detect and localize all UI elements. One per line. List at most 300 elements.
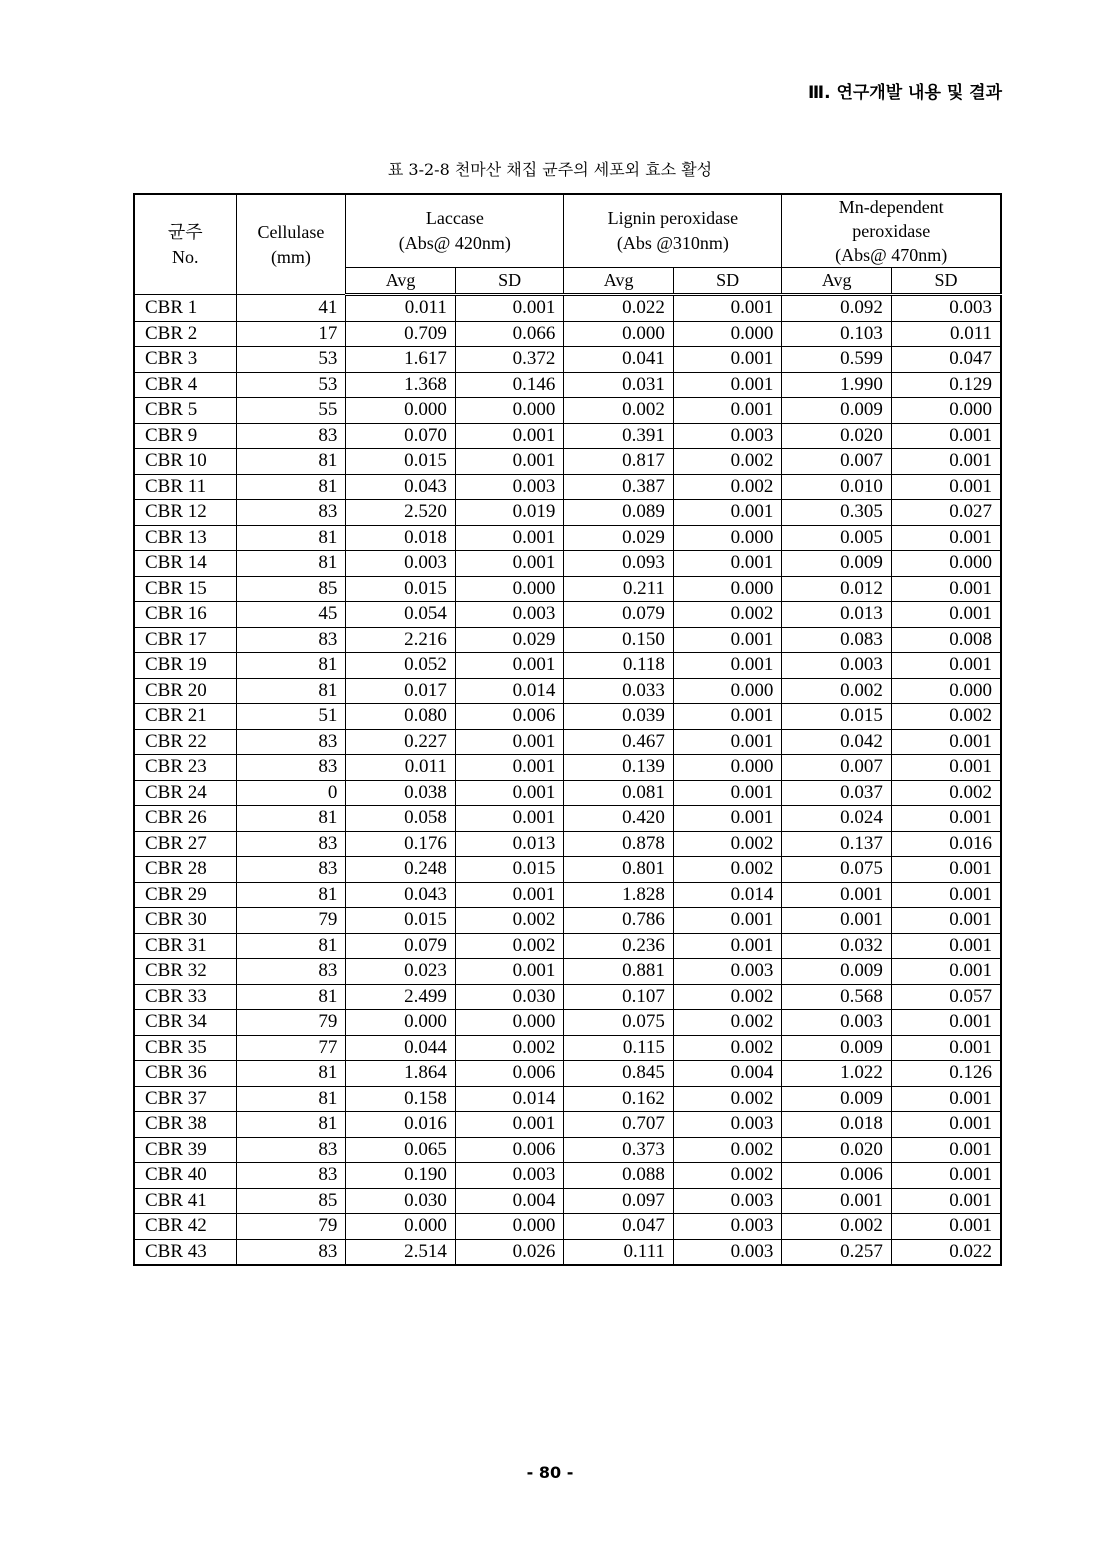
value-cell: 0.037 (782, 780, 892, 806)
value-cell: 17 (236, 321, 346, 347)
value-cell: 0.057 (891, 984, 1001, 1010)
value-cell: 0.054 (346, 602, 456, 628)
value-cell: 0.150 (564, 627, 674, 653)
value-cell: 1.617 (346, 347, 456, 373)
value-cell: 0.010 (782, 474, 892, 500)
value-cell: 0.001 (891, 1086, 1001, 1112)
value-cell: 0.015 (346, 449, 456, 475)
value-cell: 0.016 (346, 1112, 456, 1138)
strain-id-cell: CBR 21 (134, 704, 236, 730)
table-caption: 표 3-2-8 천마산 채집 균주의 세포외 효소 활성 (387, 160, 713, 179)
header-laccase: Laccase (Abs@ 420nm) (346, 194, 564, 268)
strain-id-cell: CBR 5 (134, 398, 236, 424)
table-row (134, 831, 1001, 857)
value-cell: 0.042 (782, 729, 892, 755)
table-row (134, 1239, 1001, 1265)
table-row (134, 1137, 1001, 1163)
table-row (134, 347, 1001, 373)
table-row (134, 857, 1001, 883)
value-cell: 0.014 (673, 882, 782, 908)
table-row (134, 1214, 1001, 1240)
value-cell: 0.075 (782, 857, 892, 883)
value-cell: 0.000 (673, 576, 782, 602)
value-cell: 0.001 (891, 857, 1001, 883)
value-cell: 0 (236, 780, 346, 806)
value-cell: 0.000 (673, 321, 782, 347)
value-cell: 1.828 (564, 882, 674, 908)
value-cell: 0.001 (782, 882, 892, 908)
value-cell: 0.002 (455, 933, 564, 959)
value-cell: 0.043 (346, 474, 456, 500)
value-cell: 0.257 (782, 1239, 892, 1265)
value-cell: 0.003 (673, 1239, 782, 1265)
value-cell: 81 (236, 1112, 346, 1138)
value-cell: 0.002 (673, 474, 782, 500)
table-row (134, 755, 1001, 781)
enzyme-activity-table (133, 193, 1002, 1266)
value-cell: 83 (236, 1137, 346, 1163)
value-cell: 0.029 (455, 627, 564, 653)
value-cell: 0.001 (673, 933, 782, 959)
table-row (134, 984, 1001, 1010)
value-cell: 0.015 (782, 704, 892, 730)
value-cell: 0.002 (673, 602, 782, 628)
value-cell: 0.005 (782, 525, 892, 551)
value-cell: 81 (236, 984, 346, 1010)
strain-id-cell: CBR 39 (134, 1137, 236, 1163)
value-cell: 0.081 (564, 780, 674, 806)
value-cell: 0.001 (455, 423, 564, 449)
value-cell: 0.000 (564, 321, 674, 347)
value-cell: 0.026 (455, 1239, 564, 1265)
value-cell: 0.001 (782, 908, 892, 934)
table-row (134, 551, 1001, 577)
value-cell: 0.006 (455, 1061, 564, 1087)
value-cell: 0.001 (891, 423, 1001, 449)
value-cell: 0.001 (891, 1214, 1001, 1240)
value-cell: 0.467 (564, 729, 674, 755)
value-cell: 0.093 (564, 551, 674, 577)
value-cell: 0.018 (782, 1112, 892, 1138)
value-cell: 0.017 (346, 678, 456, 704)
value-cell: 53 (236, 372, 346, 398)
value-cell: 0.002 (673, 449, 782, 475)
value-cell: 0.000 (673, 755, 782, 781)
value-cell: 0.029 (564, 525, 674, 551)
value-cell: 0.047 (564, 1214, 674, 1240)
value-cell: 81 (236, 806, 346, 832)
table-row (134, 295, 1001, 322)
strain-id-cell: CBR 3 (134, 347, 236, 373)
value-cell: 0.009 (782, 1086, 892, 1112)
value-cell: 0.817 (564, 449, 674, 475)
value-cell: 0.097 (564, 1188, 674, 1214)
subheader-laccase-sd: SD (455, 268, 564, 295)
value-cell: 0.001 (891, 474, 1001, 500)
value-cell: 0.001 (673, 295, 782, 322)
value-cell: 0.088 (564, 1163, 674, 1189)
value-cell: 0.372 (455, 347, 564, 373)
strain-id-cell: CBR 1 (134, 295, 236, 322)
value-cell: 0.020 (782, 1137, 892, 1163)
value-cell: 0.000 (346, 398, 456, 424)
value-cell: 83 (236, 959, 346, 985)
value-cell: 0.709 (346, 321, 456, 347)
value-cell: 0.878 (564, 831, 674, 857)
value-cell: 83 (236, 423, 346, 449)
value-cell: 0.002 (891, 704, 1001, 730)
value-cell: 0.236 (564, 933, 674, 959)
table-row (134, 627, 1001, 653)
value-cell: 0.023 (346, 959, 456, 985)
strain-id-cell: CBR 40 (134, 1163, 236, 1189)
value-cell: 81 (236, 474, 346, 500)
strain-id-cell: CBR 13 (134, 525, 236, 551)
strain-id-cell: CBR 20 (134, 678, 236, 704)
header-strain: 균주 No. (134, 194, 236, 295)
value-cell: 0.001 (455, 959, 564, 985)
value-cell: 0.001 (673, 908, 782, 934)
value-cell: 0.002 (455, 1035, 564, 1061)
strain-id-cell: CBR 38 (134, 1112, 236, 1138)
value-cell: 0.001 (455, 729, 564, 755)
value-cell: 0.031 (564, 372, 674, 398)
value-cell: 0.011 (346, 755, 456, 781)
value-cell: 0.001 (891, 1010, 1001, 1036)
strain-id-cell: CBR 31 (134, 933, 236, 959)
value-cell: 0.006 (455, 704, 564, 730)
value-cell: 0.065 (346, 1137, 456, 1163)
table-row (134, 321, 1001, 347)
table-row (134, 678, 1001, 704)
value-cell: 0.001 (673, 780, 782, 806)
table-row (134, 500, 1001, 526)
value-cell: 55 (236, 398, 346, 424)
value-cell: 0.066 (455, 321, 564, 347)
strain-id-cell: CBR 14 (134, 551, 236, 577)
value-cell: 0.002 (673, 1086, 782, 1112)
value-cell: 0.001 (673, 704, 782, 730)
table-row (134, 449, 1001, 475)
value-cell: 81 (236, 882, 346, 908)
value-cell: 0.003 (673, 423, 782, 449)
value-cell: 0.391 (564, 423, 674, 449)
value-cell: 0.002 (673, 1010, 782, 1036)
value-cell: 0.009 (782, 398, 892, 424)
value-cell: 0.016 (891, 831, 1001, 857)
value-cell: 0.000 (346, 1010, 456, 1036)
value-cell: 0.001 (891, 602, 1001, 628)
value-cell: 53 (236, 347, 346, 373)
value-cell: 0.000 (346, 1214, 456, 1240)
value-cell: 0.033 (564, 678, 674, 704)
value-cell: 0.001 (673, 347, 782, 373)
strain-id-cell: CBR 30 (134, 908, 236, 934)
table-row (134, 882, 1001, 908)
table-row (134, 1112, 1001, 1138)
strain-id-cell: CBR 2 (134, 321, 236, 347)
value-cell: 0.000 (891, 678, 1001, 704)
table-row (134, 653, 1001, 679)
value-cell: 79 (236, 908, 346, 934)
value-cell: 77 (236, 1035, 346, 1061)
table-row (134, 398, 1001, 424)
table-row (134, 908, 1001, 934)
value-cell: 0.000 (455, 398, 564, 424)
value-cell: 83 (236, 729, 346, 755)
value-cell: 0.111 (564, 1239, 674, 1265)
strain-id-cell: CBR 41 (134, 1188, 236, 1214)
value-cell: 81 (236, 678, 346, 704)
value-cell: 79 (236, 1214, 346, 1240)
value-cell: 0.000 (673, 678, 782, 704)
strain-id-cell: CBR 34 (134, 1010, 236, 1036)
value-cell: 0.118 (564, 653, 674, 679)
value-cell: 0.000 (455, 1214, 564, 1240)
value-cell: 0.014 (455, 1086, 564, 1112)
value-cell: 0.080 (346, 704, 456, 730)
value-cell: 0.103 (782, 321, 892, 347)
value-cell: 0.001 (455, 449, 564, 475)
value-cell: 0.003 (782, 1010, 892, 1036)
value-cell: 0.801 (564, 857, 674, 883)
strain-id-cell: CBR 42 (134, 1214, 236, 1240)
value-cell: 1.368 (346, 372, 456, 398)
value-cell: 0.003 (455, 1163, 564, 1189)
value-cell: 0.011 (346, 295, 456, 322)
value-cell: 0.002 (564, 398, 674, 424)
value-cell: 2.499 (346, 984, 456, 1010)
value-cell: 0.030 (455, 984, 564, 1010)
value-cell: 0.002 (673, 1137, 782, 1163)
value-cell: 81 (236, 933, 346, 959)
value-cell: 0.001 (891, 1035, 1001, 1061)
value-cell: 0.126 (891, 1061, 1001, 1087)
table-body (134, 295, 1001, 1266)
value-cell: 0.019 (455, 500, 564, 526)
value-cell: 0.001 (891, 882, 1001, 908)
value-cell: 0.000 (673, 525, 782, 551)
value-cell: 81 (236, 1086, 346, 1112)
value-cell: 0.568 (782, 984, 892, 1010)
value-cell: 0.000 (455, 576, 564, 602)
table-row (134, 1188, 1001, 1214)
value-cell: 85 (236, 576, 346, 602)
value-cell: 0.027 (891, 500, 1001, 526)
strain-id-cell: CBR 17 (134, 627, 236, 653)
value-cell: 0.002 (673, 1163, 782, 1189)
value-cell: 0.001 (891, 806, 1001, 832)
value-cell: 0.002 (891, 780, 1001, 806)
value-cell: 0.018 (346, 525, 456, 551)
value-cell: 0.599 (782, 347, 892, 373)
value-cell: 0.044 (346, 1035, 456, 1061)
table-row (134, 423, 1001, 449)
value-cell: 83 (236, 831, 346, 857)
value-cell: 0.002 (673, 857, 782, 883)
value-cell: 0.011 (891, 321, 1001, 347)
value-cell: 81 (236, 551, 346, 577)
table-row (134, 474, 1001, 500)
value-cell: 0.000 (891, 551, 1001, 577)
value-cell: 41 (236, 295, 346, 322)
value-cell: 0.003 (673, 1112, 782, 1138)
subheader-lip-avg: Avg (564, 268, 674, 295)
value-cell: 45 (236, 602, 346, 628)
strain-id-cell: CBR 24 (134, 780, 236, 806)
value-cell: 0.001 (673, 398, 782, 424)
value-cell: 0.845 (564, 1061, 674, 1087)
strain-id-cell: CBR 23 (134, 755, 236, 781)
value-cell: 0.002 (782, 1214, 892, 1240)
value-cell: 0.373 (564, 1137, 674, 1163)
value-cell: 81 (236, 449, 346, 475)
value-cell: 0.000 (891, 398, 1001, 424)
value-cell: 83 (236, 1163, 346, 1189)
value-cell: 0.162 (564, 1086, 674, 1112)
value-cell: 0.079 (564, 602, 674, 628)
table-row (134, 806, 1001, 832)
value-cell: 83 (236, 500, 346, 526)
value-cell: 0.001 (455, 653, 564, 679)
value-cell: 0.001 (891, 729, 1001, 755)
strain-id-cell: CBR 19 (134, 653, 236, 679)
value-cell: 0.001 (891, 1112, 1001, 1138)
value-cell: 51 (236, 704, 346, 730)
value-cell: 0.003 (891, 295, 1001, 322)
value-cell: 0.003 (346, 551, 456, 577)
value-cell: 0.001 (455, 295, 564, 322)
value-cell: 0.009 (782, 551, 892, 577)
strain-id-cell: CBR 10 (134, 449, 236, 475)
table-row (134, 1061, 1001, 1087)
value-cell: 81 (236, 525, 346, 551)
table-row (134, 780, 1001, 806)
value-cell: 0.001 (891, 449, 1001, 475)
header-lignin-peroxidase: Lignin peroxidase (Abs @310nm) (564, 194, 782, 268)
value-cell: 0.032 (782, 933, 892, 959)
value-cell: 0.003 (673, 1214, 782, 1240)
value-cell: 0.001 (455, 806, 564, 832)
strain-id-cell: CBR 35 (134, 1035, 236, 1061)
value-cell: 0.070 (346, 423, 456, 449)
strain-id-cell: CBR 12 (134, 500, 236, 526)
strain-id-cell: CBR 33 (134, 984, 236, 1010)
value-cell: 0.001 (891, 525, 1001, 551)
value-cell: 0.002 (673, 984, 782, 1010)
value-cell: 0.001 (673, 551, 782, 577)
value-cell: 0.001 (891, 653, 1001, 679)
header-cellulase: Cellulase (mm) (236, 194, 346, 295)
value-cell: 0.083 (782, 627, 892, 653)
value-cell: 0.003 (673, 1188, 782, 1214)
value-cell: 0.001 (891, 1137, 1001, 1163)
value-cell: 0.004 (455, 1188, 564, 1214)
value-cell: 0.420 (564, 806, 674, 832)
value-cell: 0.089 (564, 500, 674, 526)
value-cell: 79 (236, 1010, 346, 1036)
value-cell: 0.058 (346, 806, 456, 832)
value-cell: 0.009 (782, 1035, 892, 1061)
table-row (134, 933, 1001, 959)
table-row (134, 1035, 1001, 1061)
strain-id-cell: CBR 16 (134, 602, 236, 628)
value-cell: 0.001 (673, 729, 782, 755)
value-cell: 0.786 (564, 908, 674, 934)
strain-id-cell: CBR 11 (134, 474, 236, 500)
value-cell: 0.881 (564, 959, 674, 985)
value-cell: 0.007 (782, 449, 892, 475)
value-cell: 0.039 (564, 704, 674, 730)
value-cell: 0.129 (891, 372, 1001, 398)
value-cell: 0.015 (346, 576, 456, 602)
value-cell: 0.052 (346, 653, 456, 679)
value-cell: 0.002 (782, 678, 892, 704)
value-cell: 0.001 (891, 908, 1001, 934)
value-cell: 0.003 (673, 959, 782, 985)
table-row (134, 372, 1001, 398)
value-cell: 85 (236, 1188, 346, 1214)
value-cell: 0.146 (455, 372, 564, 398)
table-row (134, 729, 1001, 755)
table-row (134, 576, 1001, 602)
strain-id-cell: CBR 43 (134, 1239, 236, 1265)
value-cell: 0.014 (455, 678, 564, 704)
subheader-mnp-sd: SD (891, 268, 1001, 295)
value-cell: 0.001 (673, 806, 782, 832)
strain-id-cell: CBR 26 (134, 806, 236, 832)
strain-id-cell: CBR 22 (134, 729, 236, 755)
header-mn-peroxidase: Mn-dependent peroxidase (Abs@ 470nm) (782, 194, 1001, 268)
value-cell: 0.707 (564, 1112, 674, 1138)
value-cell: 0.003 (455, 474, 564, 500)
subheader-mnp-avg: Avg (782, 268, 892, 295)
value-cell: 0.022 (564, 295, 674, 322)
value-cell: 0.038 (346, 780, 456, 806)
value-cell: 0.002 (673, 831, 782, 857)
value-cell: 83 (236, 627, 346, 653)
value-cell: 0.305 (782, 500, 892, 526)
value-cell: 83 (236, 857, 346, 883)
value-cell: 0.079 (346, 933, 456, 959)
value-cell: 0.015 (455, 857, 564, 883)
value-cell: 0.012 (782, 576, 892, 602)
strain-id-cell: CBR 37 (134, 1086, 236, 1112)
value-cell: 0.139 (564, 755, 674, 781)
value-cell: 2.216 (346, 627, 456, 653)
value-cell: 0.075 (564, 1010, 674, 1036)
value-cell: 2.520 (346, 500, 456, 526)
value-cell: 0.227 (346, 729, 456, 755)
value-cell: 0.001 (891, 933, 1001, 959)
value-cell: 0.009 (782, 959, 892, 985)
value-cell: 0.007 (782, 755, 892, 781)
value-cell: 0.158 (346, 1086, 456, 1112)
strain-id-cell: CBR 28 (134, 857, 236, 883)
table-row (134, 602, 1001, 628)
value-cell: 0.001 (891, 959, 1001, 985)
value-cell: 0.001 (673, 627, 782, 653)
value-cell: 0.000 (455, 1010, 564, 1036)
strain-id-cell: CBR 15 (134, 576, 236, 602)
value-cell: 0.006 (455, 1137, 564, 1163)
value-cell: 2.514 (346, 1239, 456, 1265)
value-cell: 0.137 (782, 831, 892, 857)
table-row (134, 1010, 1001, 1036)
value-cell: 0.001 (891, 755, 1001, 781)
value-cell: 1.990 (782, 372, 892, 398)
value-cell: 0.001 (455, 755, 564, 781)
